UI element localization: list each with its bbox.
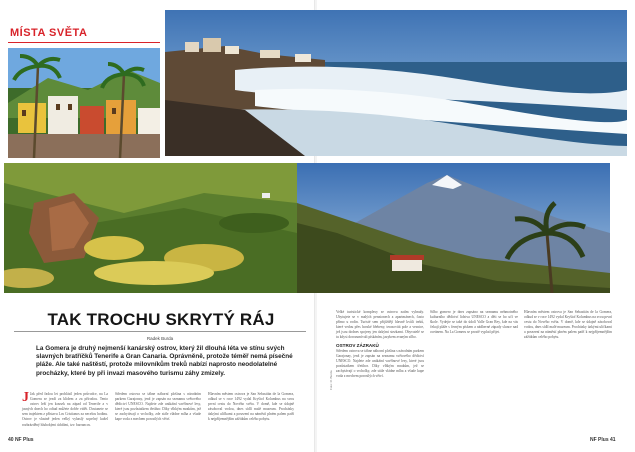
drop-cap: J — [22, 390, 29, 405]
text-column-3 — [208, 392, 294, 423]
left-folio: 40 NF Plus — [8, 437, 34, 443]
column-4-cont-text: Středem ostrova se táhne náhorní plošina s národním parkem Garajonay, jenž je zapsán na seznamu světového dědictví UNESCO. Najdete zde unikátní vavřínové lesy, které jsou pozůstatkem třetihor. Díky vlhkým mrakům, jež se zachytávají o vrcholky, zde stále vládne mlha a všude kape voda z mechem porostlých větví. — [336, 348, 424, 379]
text-column-2 — [115, 392, 201, 423]
article-title: TAK TROCHU SKRYTÝ RÁJ — [47, 310, 275, 329]
section-rule — [8, 42, 160, 43]
article-subhead: OSTROV ZÁZRAKŮ — [336, 342, 379, 348]
right-folio: NF Plus 41 — [590, 437, 616, 443]
column-4-text: Velké turistické komplexy se ostrovu zatím vyhnuly. Ubytujete se v malých penzionech a apartmánech, často přímo u rodin. Turisté sem přijíždějí hlavně kvůli treků, které vedou přes horské hřebeny, terasovitá pole a vesnice, jež jsou dodnes spojeny jen úzkými stezkami. Obyvatelé se tu kdysi dorozumívali pískáním, jazykem zvaným silbo. — [336, 310, 424, 340]
text-column-1 — [22, 392, 108, 428]
column-6-text: Hlavním městem ostrova je San Sebastián de la Gomera, odkud se v roce 1492 vydal Kryštof Kolumbus na svou první cestu do Nového světa. V domě, kde se údajně zásoboval vodou, dnes sídlí malé muzeum. Procházky úzkými uličkami a posezení na náměstí plném palem patří k nejpříjemnějším zážitkům celého pobytu. — [524, 310, 612, 340]
column-5-text: Silbo gomero je dnes zapsáno na seznamu nehmotného kulturního dědictví lidstva UNESCO a děti se ho učí ve škole. Vydejte se také do údolí Valle Gran Rey, kde na vás čekají pláže s černým pískem a nádherné západy slunce nad oceánem. Na La Gomeru se prostě vyplatí přijet. — [430, 310, 518, 335]
column-1-text: Jak před řadou let prohlásil jeden průvodce, na La Gomeru se jezdí za klidem a za přírodou. Tento ostrov leží jen kousek na západ od Tenerife a v jasných dnech ho odtud můžete dobře vidět. Dostanete se sem trajektem z přístavu Los Cristianos za necelou hodinu. Ostrov je vlastně jeden velký vyhaslý sopečný kužel rozbrázděný hlubokými údolími, tzv. barrancos. — [22, 392, 108, 427]
photo-credit: Foto: R. Burda — [329, 370, 333, 390]
section-label: MÍSTA SVĚTA — [10, 27, 88, 39]
text-column-6 — [524, 310, 612, 341]
coast-photo — [165, 10, 627, 156]
article-lead: La Gomera je druhý nejmenší kanárský ostrov, který žil dlouhá léta ve stínu svých slavných bratříčků Tenerife a Gran Canaria. Oprávněně, protože téměř nemá písečné pláže. Ale také naštěstí, protože milovníkům treků nabízí naprosto neodolatelné procházky, které by při invazi masového turismu záhy zmizely. — [36, 345, 293, 377]
valley-photo — [4, 163, 297, 293]
text-column-4 — [336, 310, 424, 379]
village-photo — [8, 48, 160, 158]
column-2-text: Středem ostrova se táhne náhorní plošina s národním parkem Garajonay, jenž je zapsán na seznamu světového dědictví UNESCO. Najdete zde unikátní vavřínové lesy, které jsou pozůstatkem třetihor. Díky vlhkým mrakům, jež se zachytávají o vrcholky, zde stále vládne mlha a všude kape voda z mechem porostlých větví. — [115, 392, 201, 422]
column-3-text: Hlavním městem ostrova je San Sebastián de la Gomera, odkud se v roce 1492 vydal Kryštof Kolumbus na svou první cestu do Nového světa. V domě, kde se údajně zásoboval vodou, dnes sídlí malé muzeum. Procházky úzkými uličkami a posezení na náměstí plném palem patří k nejpříjemnějším zážitkům celého pobytu. — [208, 392, 294, 422]
text-column-5 — [430, 310, 518, 335]
title-rule — [14, 331, 306, 332]
article-author: Radek Burda — [146, 336, 174, 341]
teide-photo — [297, 163, 610, 293]
